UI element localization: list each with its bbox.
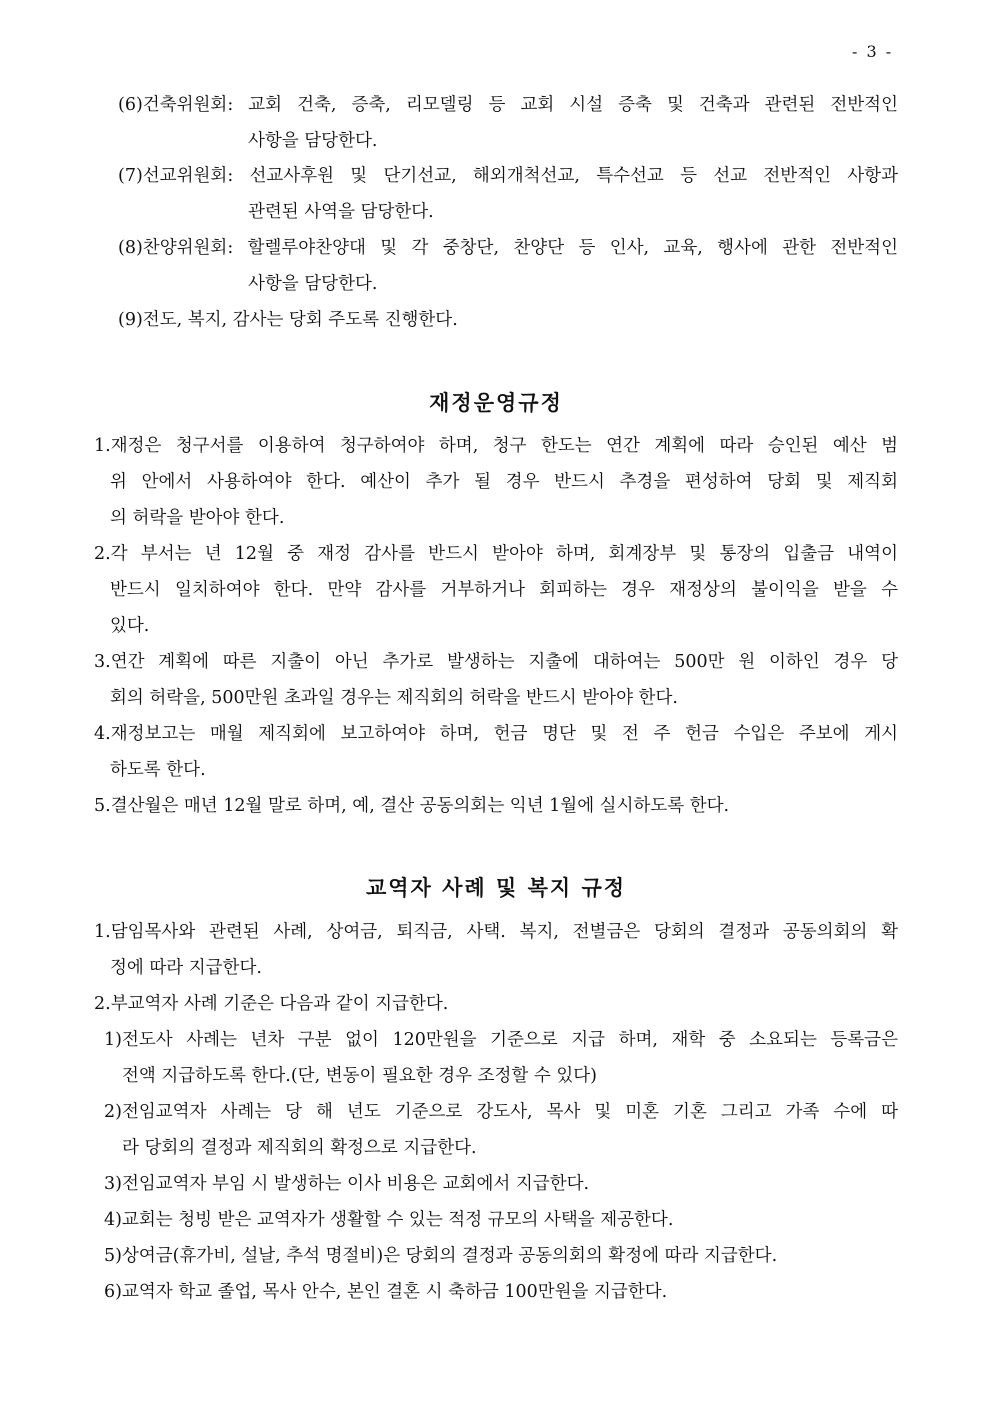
committee-8-line-1: (8)찬양위원회: 할렐루야찬양대 및 각 중창단, 찬양단 등 인사, 교육, 행사에 관한 전반적인 — [118, 238, 898, 258]
committee-7-line-2: 관련된 사역을 담당한다. — [248, 202, 434, 222]
pastor-section-title: 교역자 사례 및 복지 규정 — [365, 875, 627, 900]
pastor-subitem-2-line-1: 2)전임교역자 사례는 당 해 년도 기준으로 강도사, 목사 및 미혼 기혼 그리고 가족 수에 따 — [104, 1102, 898, 1122]
pastor-item-1-line-1: 1.담임목사와 관련된 사례, 상여금, 퇴직금, 사택. 복지, 전별금은 당회의 결정과 공동의회의 확 — [94, 922, 898, 942]
committee-7-line-1: (7)선교위원회: 선교사후원 및 단기선교, 해외개척선교, 특수선교 등 선교 전반적인 사항과 — [118, 166, 898, 186]
finance-item-4-line-1: 4.재정보고는 매월 제직회에 보고하여야 하며, 헌금 명단 및 전 주 헌금 수입은 주보에 게시 — [94, 724, 898, 744]
pastor-subitem-2-line-2: 라 당회의 결정과 제직회의 확정으로 지급한다. — [122, 1138, 477, 1158]
finance-item-2-line-3: 있다. — [110, 616, 150, 636]
finance-item-2-line-2: 반드시 일치하여야 한다. 만약 감사를 거부하거나 회피하는 경우 재정상의 불이익을 받을 수 — [110, 580, 898, 600]
pastor-item-1-line-2: 정에 따라 지급한다. — [110, 958, 262, 978]
committee-6-line-2: 사항을 담당한다. — [248, 131, 378, 151]
page-number: - 3 - — [852, 42, 894, 61]
finance-item-1-line-2: 위 안에서 사용하여야 한다. 예산이 추가 될 경우 반드시 추경을 편성하여 당회 및 제직회 — [110, 472, 898, 492]
finance-item-1-line-3: 의 허락을 받아야 한다. — [110, 508, 285, 528]
finance-item-2-line-1: 2.각 부서는 년 12월 중 재정 감사를 반드시 받아야 하며, 회계장부 및 통장의 입출금 내역이 — [94, 544, 898, 564]
committee-8-line-2: 사항을 담당한다. — [248, 274, 378, 294]
pastor-subitem-1-line-2: 전액 지급하도록 한다.(단, 변동이 필요한 경우 조정할 수 있다) — [122, 1066, 598, 1086]
pastor-subitem-3-line-1: 3)전임교역자 부임 시 발생하는 이사 비용은 교회에서 지급한다. — [104, 1174, 590, 1194]
pastor-subitem-5-line-1: 5)상여금(휴가비, 설날, 추석 명절비)은 당회의 결정과 공동의회의 확정에 따라 지급한다. — [104, 1246, 778, 1266]
committee-6-line-1: (6)건축위원회: 교회 건축, 증축, 리모델링 등 교회 시설 증축 및 건축과 관련된 전반적인 — [118, 95, 898, 115]
finance-item-3-line-2: 회의 허락을, 500만원 초과일 경우는 제직회의 허락을 반드시 받아야 한다. — [110, 688, 678, 708]
finance-item-1-line-1: 1.재정은 청구서를 이용하여 청구하여야 하며, 청구 한도는 연간 계획에 따라 승인된 예산 범 — [94, 436, 898, 456]
finance-item-5-line-1: 5.결산월은 매년 12월 말로 하며, 예, 결산 공동의회는 익년 1월에 실시하도록 한다. — [94, 796, 730, 816]
pastor-subitem-1-line-1: 1)전도사 사례는 년차 구분 없이 120만원을 기준으로 지급 하며, 재학 중 소요되는 등록금은 — [104, 1030, 898, 1050]
pastor-subitem-6-line-1: 6)교역자 학교 졸업, 목사 안수, 본인 결혼 시 축하금 100만원을 지급한다. — [104, 1282, 668, 1302]
finance-section-title: 재정운영규정 — [429, 390, 563, 415]
pastor-subitem-4-line-1: 4)교회는 청빙 받은 교역자가 생활할 수 있는 적정 규모의 사택을 제공한다. — [104, 1210, 674, 1230]
pastor-item-2-line-1: 2.부교역자 사례 기준은 다음과 같이 지급한다. — [94, 994, 449, 1014]
committee-9-line-1: (9)전도, 복지, 감사는 당회 주도록 진행한다. — [118, 310, 458, 330]
finance-item-3-line-1: 3.연간 계획에 따른 지출이 아닌 추가로 발생하는 지출에 대하여는 500만 원 이하인 경우 당 — [94, 652, 898, 672]
finance-item-4-line-2: 하도록 한다. — [110, 760, 206, 780]
